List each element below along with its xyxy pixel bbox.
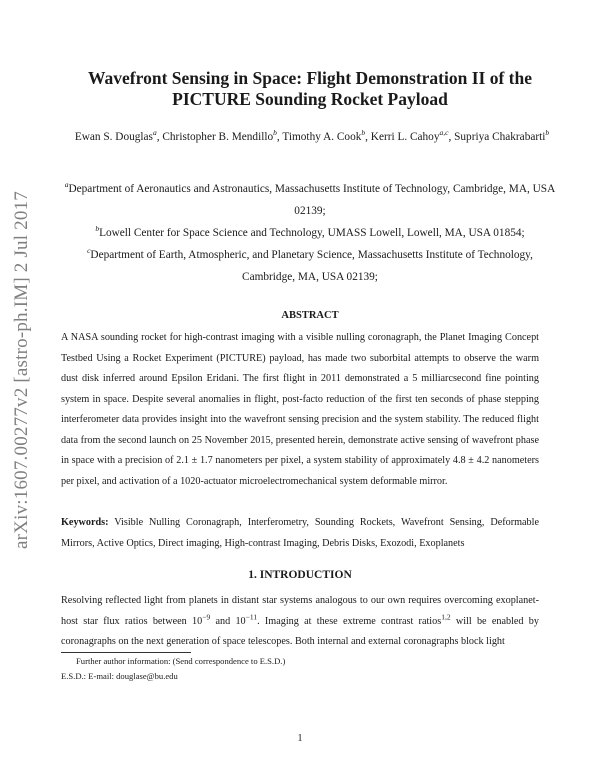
footnote-rule xyxy=(61,652,191,653)
affiliation-mark: b xyxy=(95,224,100,234)
author-name: Timothy A. Cook xyxy=(282,131,362,143)
affiliation-text: Department of Earth, Atmospheric, and Planetary Science, Massachusetts Institute of Technology, Cambridge, MA, USA 02139; xyxy=(90,249,533,283)
affiliation-text: Department of Aeronautics and Astronautics, Massachusetts Institute of Technology, Cambridge, MA, USA 02139; xyxy=(68,183,556,217)
author-affiliation-mark: a xyxy=(152,128,157,138)
author-name: Ewan S. Douglas xyxy=(74,131,153,143)
author-name: Christopher B. Mendillo xyxy=(162,131,274,143)
intro-exponent: −11 xyxy=(245,612,258,622)
author-name: Kerri L. Cahoy xyxy=(370,131,440,143)
author-affiliation-mark: b xyxy=(361,128,366,138)
abstract-heading: ABSTRACT xyxy=(281,310,339,321)
affiliation-mark: c xyxy=(87,246,91,256)
intro-text-part: . Imaging at these extreme contrast ratios xyxy=(257,615,442,627)
page-number: 1 xyxy=(297,733,303,744)
keywords-text: Visible Nulling Coronagraph, Interferometry, Sounding Rockets, Wavefront Sensing, Deformable Mirrors, Active Optics, Direct imaging, High-contrast Imaging, Debris Disks, Exozodi, Exoplanets xyxy=(61,517,539,549)
intro-exponent: −9 xyxy=(202,612,211,622)
intro-text-part: will be enabled by coronagraphs on the next generation of space telescopes. Both internal and external coronagraphs block light xyxy=(61,615,539,647)
author-affiliation-mark: b xyxy=(545,128,550,138)
affiliation-a xyxy=(60,178,560,222)
affiliation-text: Lowell Center for Space Science and Technology, UMASS Lowell, Lowell, MA, USA 01854; xyxy=(99,227,525,239)
affiliation-mark: a xyxy=(64,180,69,190)
intro-text-part: and 10 xyxy=(210,615,246,627)
author-separator: , xyxy=(276,131,283,143)
author-affiliation-mark: b xyxy=(273,128,277,138)
title-line-1: Wavefront Sensing in Space: Flight Demonstration II of the xyxy=(88,68,532,88)
footnote-author-info: Further author information: (Send correspondence to E.S.D.) xyxy=(76,656,286,666)
arxiv-identifier-stamp xyxy=(2,160,42,580)
author-name: Supriya Chakrabarti xyxy=(454,131,546,143)
introduction-text xyxy=(61,591,539,653)
author-separator: , xyxy=(156,131,163,143)
arxiv-identifier-text: arXiv:1607.00277v2 [astro-ph.IM] 2 Jul 2017 xyxy=(11,191,33,549)
keywords xyxy=(61,513,539,554)
author-list xyxy=(58,126,566,148)
affiliation-b xyxy=(60,222,560,244)
intro-text-part: Resolving reflected light from planets in distant star systems analogous to our own requires overcoming exoplanet-host star flux ratios between 10 xyxy=(61,595,539,627)
citation-reference[interactable]: 1,2 xyxy=(441,612,451,622)
author-separator: , xyxy=(365,131,371,143)
author-affiliation-mark: a,c xyxy=(439,128,449,138)
affiliation-c xyxy=(60,244,560,288)
keywords-label: Keywords: xyxy=(61,517,109,528)
paper-title xyxy=(50,68,570,110)
footnote-email: E.S.D.: E-mail: douglase@bu.edu xyxy=(61,671,178,681)
section-heading-introduction: 1. INTRODUCTION xyxy=(248,569,352,581)
abstract-text: A NASA sounding rocket for high-contrast imaging with a visible nulling coronagraph, the Planet Imaging Concept Testbed Using a Rocket Experiment (PICTURE) payload, has made two suborbital attempts to observe the warm dust disk inferred around Epsilon Eridani. The first flight in 2011 demonstrated a 5 milliarcsecond fine pointing system in space. Despite several anomalies in flight, post-facto reduction of the first ten seconds of phase stepping interferometer data provides insight into the wavefront sensing precision and the system stability. The reduced flight data from the second launch on 25 November 2015, presented herein, demonstrate active sensing of wavefront phase in space with a precision of 2.1 ± 1.7 nanometers per pixel, a system stability of approximately 4.8 ± 4.2 nanometers per pixel, and activation of a 1020-actuator microelectromechanical system deformable mirror. xyxy=(61,332,539,487)
author-separator: , xyxy=(448,131,455,143)
title-line-2: PICTURE Sounding Rocket Payload xyxy=(172,89,448,109)
